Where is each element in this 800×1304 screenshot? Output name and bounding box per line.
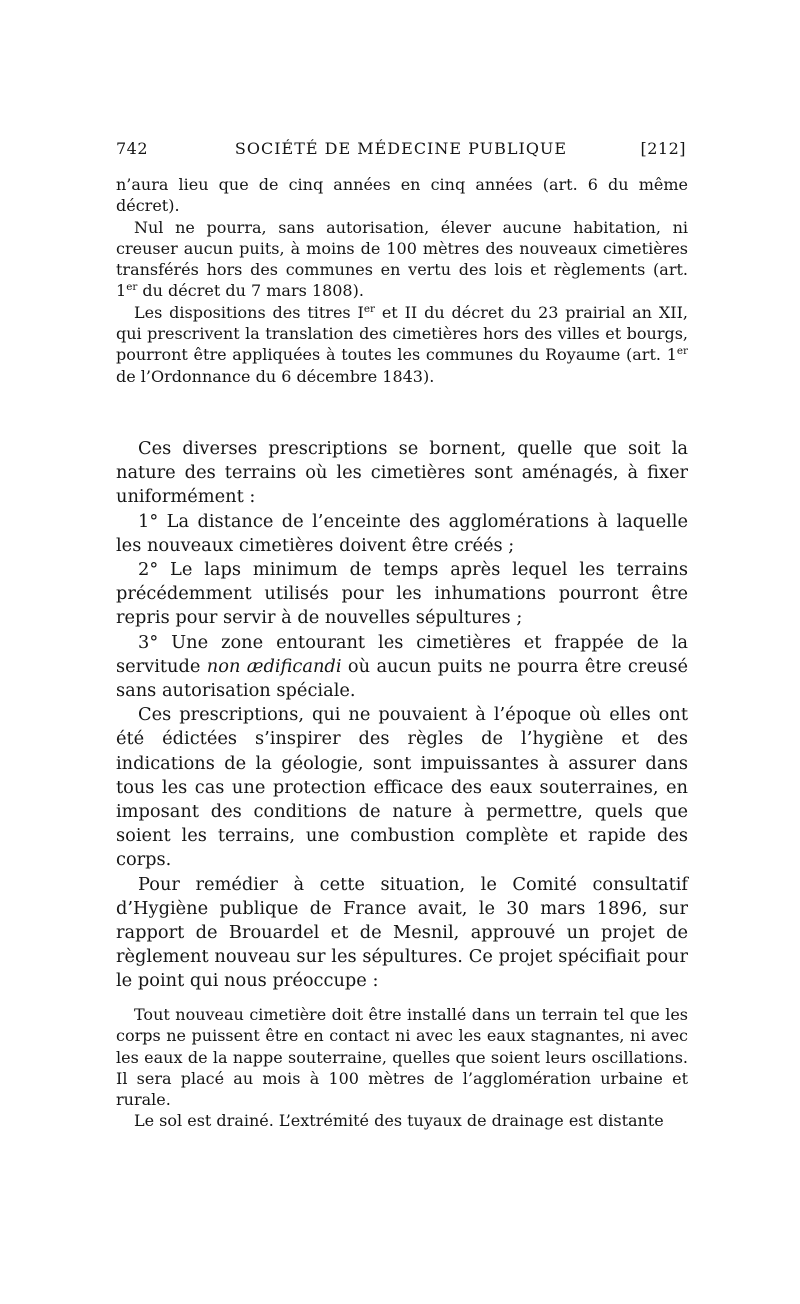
quote-paragraph: Le sol est drainé. L’extrémité des tuyaux de drainage est distante bbox=[134, 1111, 664, 1131]
page-reference: [212] bbox=[640, 139, 686, 158]
list-item: 3° Une zone entourant les cimetières et frappée de la servitude non ædificandi où aucun puits ne pourra être creusé sans autorisation spéciale. bbox=[116, 631, 688, 702]
quote-paragraph: Tout nouveau cimetière doit être installé dans un terrain tel que les corps ne puissent être en contact ni avec les eaux stagnantes, ni avec les eaux de la nappe souterraine, quelles que soient leurs oscillations. Il sera placé au mois à 100 mètres de l’agglomération urbaine et rurale. bbox=[116, 1005, 688, 1110]
list-item: 1° La distance de l’enceinte des agglomérations à laquelle les nouveaux cimetières doivent être créés ; bbox=[116, 510, 688, 556]
page-number: 742 bbox=[116, 139, 149, 158]
body-paragraph: Ces prescriptions, qui ne pouvaient à l’époque où elles ont été édictées s’inspirer des règles de l’hygiène et des indications de la géologie, sont impuissantes à assurer dans tous les cas une protection efficace des eaux souterraines, en imposant des conditions de nature à permettre, quels que soient les terrains, une combustion complète et rapide des corps. bbox=[116, 704, 688, 871]
quote-paragraph: Les dispositions des titres Ier et II du décret du 23 prairial an XII, qui prescrivent la translation des cimetières hors des villes et bourgs, pourront être appliquées à toutes les communes du Royaume (art. 1er de l’Ordonnance du 6 décembre 1843). bbox=[116, 302, 688, 386]
quote-paragraph: Nul ne pourra, sans autorisation, élever aucune habitation, ni creuser aucun puits, à moins de 100 mètres des nouveaux cimetières transférés hors des communes en vertu des lois et règlements (art. 1er du décret du 7 mars 1808). bbox=[116, 217, 688, 301]
running-title: SOCIÉTÉ DE MÉDECINE PUBLIQUE bbox=[234, 139, 568, 158]
quoted-decree-block bbox=[116, 174, 688, 387]
quote-paragraph: n’aura lieu que de cinq années en cinq années (art. 6 du même décret). bbox=[116, 175, 688, 216]
list-item: 2° Le laps minimum de temps après lequel les terrains précédemment utilisés pour les inhumations pourront être repris pour servir à de nouvelles sépultures ; bbox=[116, 559, 688, 629]
main-text-block bbox=[116, 437, 688, 994]
body-paragraph: Ces diverses prescriptions se bornent, quelle que soit la nature des terrains où les cimetières sont aménagés, à fixer uniformément : bbox=[116, 438, 688, 508]
body-paragraph: Pour remédier à cette situation, le Comité consultatif d’Hygiène publique de France avait, le 30 mars 1896, sur rapport de Brouardel et de Mesnil, approuvé un projet de règlement nouveau sur les sépultures. Ce projet spécifiait pour le point qui nous préoccupe : bbox=[116, 873, 688, 992]
quoted-regulation-block bbox=[116, 1004, 688, 1132]
running-header bbox=[116, 139, 686, 165]
